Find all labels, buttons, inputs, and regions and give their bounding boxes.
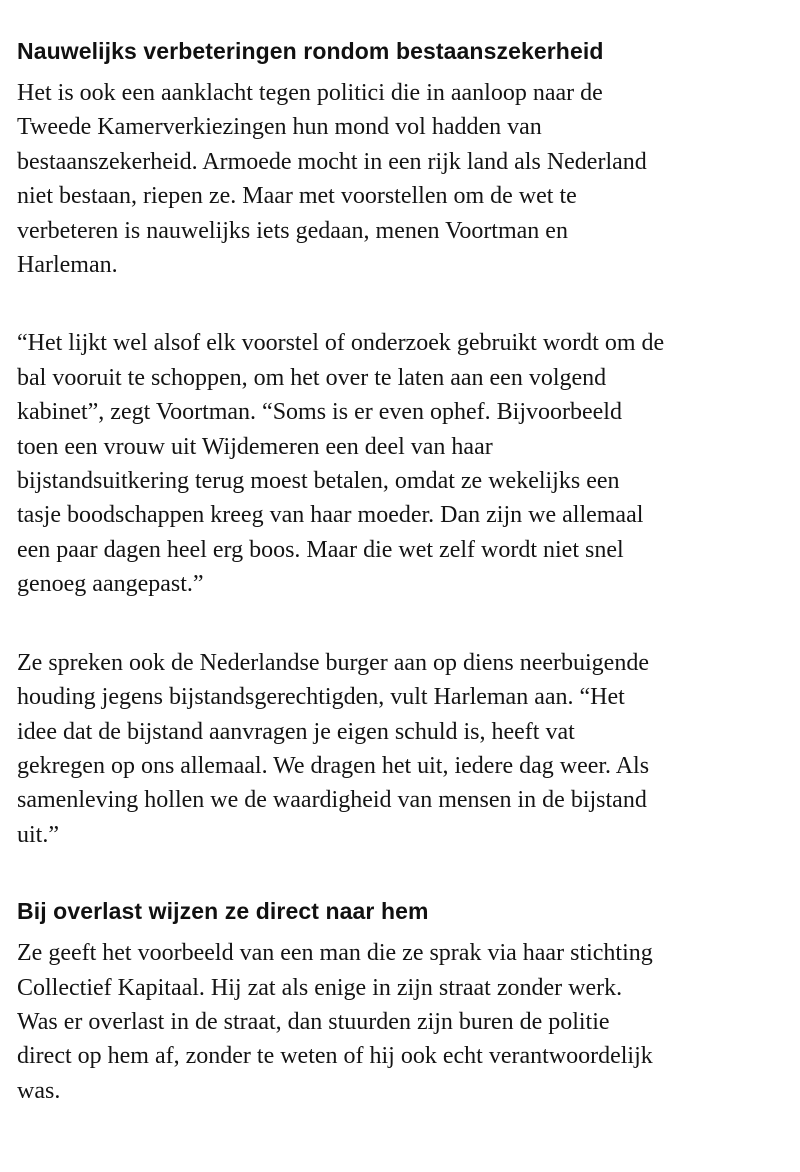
paragraph: Ze spreken ook de Nederlandse burger aan op diens neerbuigende houding jegens bijstandsgerechtigden, vult Harleman aan. “Het idee dat de bijstand aanvragen je eigen schuld is, heeft vat gekregen op ons allemaal. We dragen het uit, iedere dag weer. Als samenleving hollen we de waardigheid van mensen in de bijstand uit.” — [17, 649, 650, 848]
section-heading-bestaanszekerheid: Nauwelijks verbeteringen rondom bestaanszekerheid — [17, 38, 604, 64]
paragraph: Het is ook een aanklacht tegen politici die in aanloop naar de Tweede Kamerverkiezingen hun mond vol hadden van bestaanszekerheid. Armoede mocht in een rijk land als Nederland niet bestaan, riepen ze. Maar met voorstellen om de wet te verbeteren is nauwelijks iets gedaan, menen Voortman en Harleman. — [17, 80, 647, 279]
paragraph: Ze geeft het voorbeeld van een man die ze sprak via haar stichting Collectief Kapitaal. Hij zat als enige in zijn straat zonder werk. Was er overlast in de straat, dan stuurden zijn buren de politie direct op hem af, zonder te weten of hij ook echt verantwoordelijk was. — [17, 940, 653, 1104]
section-heading-overlast: Bij overlast wijzen ze direct naar hem — [17, 898, 429, 925]
paragraph: “Het lijkt wel alsof elk voorstel of onderzoek gebruikt wordt om de bal vooruit te schoppen, om het over te laten aan een volgend kabinet”, zegt Voortman. “Soms is er even ophef. Bijvoorbeeld toen een vrouw uit Wijdemeren een deel van haar bijstandsuitkering terug moest betalen, omdat ze wekelijks een tasje boodschappen kreeg van haar moeder. Dan zijn we allemaal een paar dagen heel erg boos. Maar die wet zelf wordt niet snel genoeg aangepast.” — [17, 330, 665, 598]
